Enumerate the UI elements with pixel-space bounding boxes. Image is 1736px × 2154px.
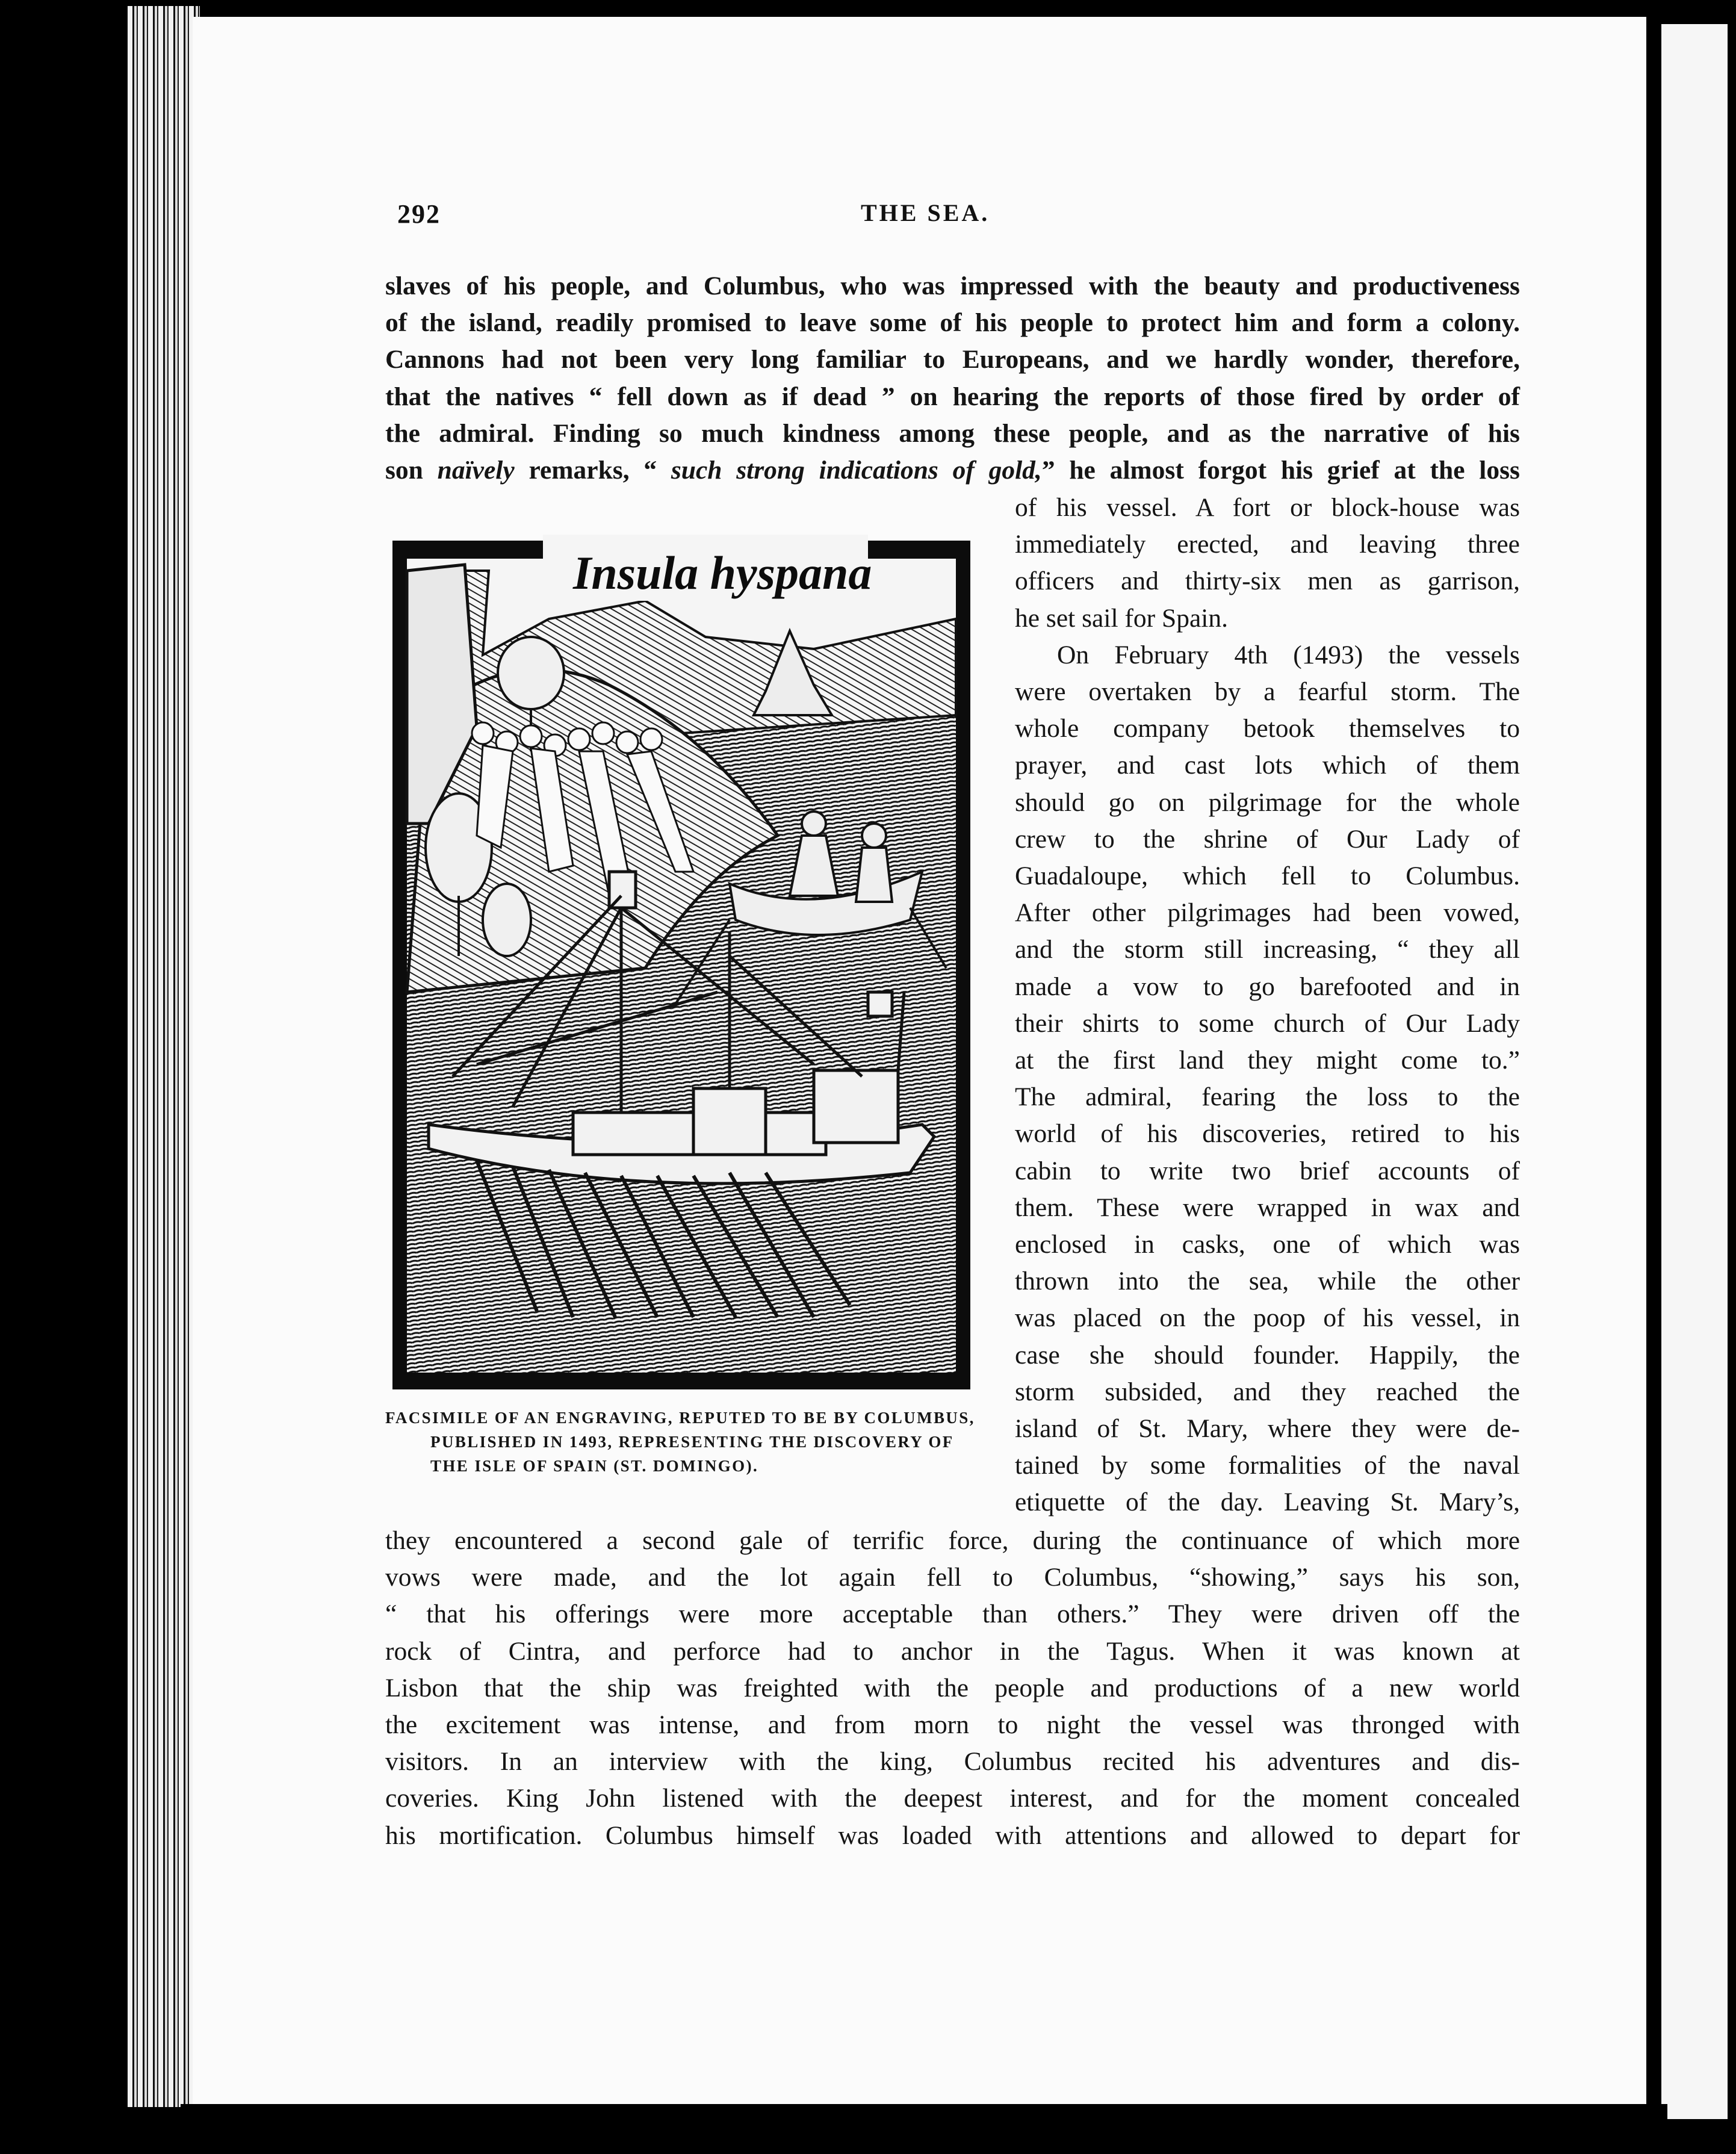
text-line: thrown into the sea, while the other	[1015, 1267, 1520, 1296]
text-line: Cannons had not been very long familiar to Europeans, and we hardly wonder, therefore,	[385, 345, 1520, 374]
text-line: island of St. Mary, where they were de-	[1015, 1414, 1520, 1444]
text-line: slaves of his people, and Columbus, who was impressed with the beauty and productiveness	[385, 272, 1520, 300]
text-line: Lisbon that the ship was freighted with the people and productions of a new world	[385, 1673, 1520, 1702]
text-line: they encountered a second gale of terrific force, during the continuance of which more	[385, 1526, 1520, 1555]
text-line: tained by some formalities of the naval	[1015, 1451, 1520, 1480]
text-line: made a vow to go barefooted and in	[1015, 972, 1520, 1001]
text-line: his mortification. Columbus himself was loaded with attentions and allowed to depart for	[385, 1820, 1520, 1850]
running-title: THE SEA.	[861, 199, 990, 226]
text-line: officers and thirty-six men as garrison,	[1015, 566, 1520, 596]
paragraph-bottom	[385, 1522, 1520, 1854]
text-line: The admiral, fearing the loss to the	[1015, 1082, 1520, 1112]
text-line: he set sail for Spain.	[1015, 603, 1228, 633]
text-line: enclosed in casks, one of which was	[1015, 1230, 1520, 1259]
paragraph-side-column	[1015, 489, 1520, 1521]
text-line: After other pilgrimages had been vowed,	[1015, 898, 1520, 928]
facing-page-edge	[1661, 24, 1728, 2119]
text-line-naively: son naïvely remarks, “ such strong indications of gold,” he almost forgot his grief at the loss	[385, 456, 1520, 485]
engraving-illustration	[392, 535, 970, 1389]
engraving-inscription: Insula hyspana	[573, 547, 872, 599]
text-line: that the natives “ fell down as if dead ” on hearing the reports of those fired by order of	[385, 382, 1520, 411]
text-line: the excitement was intense, and from morn to night the vessel was thronged with	[385, 1710, 1520, 1740]
text-line: prayer, and cast lots which of them	[1015, 751, 1520, 780]
text-line: was placed on the poop of his vessel, in	[1015, 1303, 1520, 1333]
page-number: 292	[397, 199, 441, 229]
text-line: their shirts to some church of Our Lady	[1015, 1008, 1520, 1038]
text-line: and the storm still increasing, “ they all	[1015, 935, 1520, 964]
text-line: visitors. In an interview with the king, Columbus recited his adventures and dis-	[385, 1747, 1520, 1777]
text-line: Guadaloupe, which fell to Columbus.	[1015, 861, 1520, 891]
engraving-drawing	[392, 535, 970, 1389]
italic-quote-gold: such strong indications of gold,	[671, 456, 1042, 485]
italic-naively: naïvely	[437, 456, 515, 485]
text-line: immediately erected, and leaving three	[1015, 530, 1520, 559]
scan-bottom-margin	[181, 2104, 1667, 2154]
text-line: them. These were wrapped in wax and	[1015, 1193, 1520, 1222]
text-line: of his vessel. A fort or block-house was	[1015, 493, 1520, 522]
text-line: “ that his offerings were more acceptable than others.” They were driven off the	[385, 1600, 1520, 1629]
book-page-edges	[128, 6, 200, 2107]
text-line: On February 4th (1493) the vessels	[1057, 640, 1520, 669]
text-line: were overtaken by a fearful storm. The	[1015, 677, 1520, 707]
text-line: whole company betook themselves to	[1015, 714, 1520, 743]
text-line: coveries. King John listened with the deepest interest, and for the moment concealed	[385, 1784, 1520, 1813]
caption-line: THE ISLE OF SPAIN (ST. DOMINGO).	[430, 1457, 759, 1475]
text-line: crew to the shrine of Our Lady of	[1015, 824, 1520, 854]
text-line: etiquette of the day. Leaving St. Mary’s,	[1015, 1488, 1520, 1517]
text-line: the admiral. Finding so much kindness among these people, and as the narrative of his	[385, 418, 1520, 448]
figure-caption	[385, 1406, 978, 1478]
text-line: storm subsided, and they reached the	[1015, 1377, 1520, 1406]
text-line: of the island, readily promised to leave some of his people to protect him and form a colony.	[385, 308, 1520, 338]
caption-line: PUBLISHED IN 1493, REPRESENTING THE DISCOVERY OF	[430, 1433, 954, 1451]
paragraph-top	[385, 268, 1520, 489]
text-line: at the first land they might come to.”	[1015, 1046, 1520, 1075]
text-line: rock of Cintra, and perforce had to anchor in the Tagus. When it was known at	[385, 1636, 1520, 1666]
caption-line: FACSIMILE OF AN ENGRAVING, REPUTED TO BE BY COLUMBUS,	[385, 1409, 975, 1427]
text-line: vows were made, and the lot again fell to Columbus, “showing,” says his son,	[385, 1563, 1520, 1592]
text-line: case she should founder. Happily, the	[1015, 1340, 1520, 1370]
text-line: world of his discoveries, retired to his	[1015, 1119, 1520, 1149]
text-line: should go on pilgrimage for the whole	[1015, 787, 1520, 817]
gutter-shadow	[1646, 24, 1661, 2119]
text-line: cabin to write two brief accounts of	[1015, 1156, 1520, 1185]
